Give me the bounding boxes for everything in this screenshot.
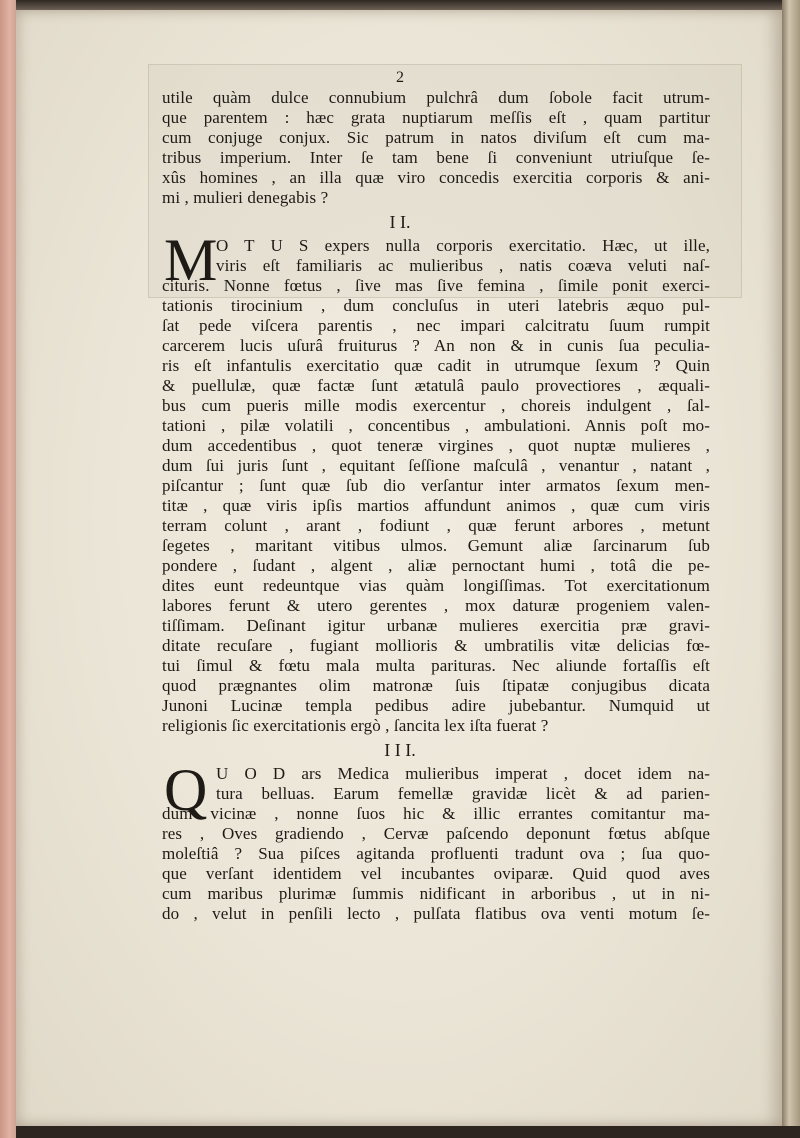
text-line: tationis tirocinium , dum concluſus in uteri latebris æquo pul- bbox=[162, 296, 710, 315]
text-line: res , Oves gradiendo , Cervæ paſcendo deponunt fœtus abſque bbox=[162, 824, 710, 843]
text-line: O T U S expers nulla corporis exercitatio. Hæc, ut ille, bbox=[216, 236, 710, 255]
text-line: mi , mulieri denegabis ? bbox=[162, 188, 329, 207]
text-line: tura belluas. Earum femellæ gravidæ licèt & ad parien- bbox=[216, 784, 710, 803]
text-line: tui ſimul & fœtu mala multa parituras. Nec aliunde fortaſſis eſt bbox=[162, 656, 710, 675]
text-line: & puellulæ, quæ factæ ſunt ætatulâ paulo provectiores , æquali- bbox=[162, 376, 710, 395]
text-line: moleſtiâ ? Sua piſces agitanda profluenti tradunt ova ; ſua quo- bbox=[162, 844, 710, 863]
section-numeral: I I I. bbox=[384, 740, 416, 760]
text-line: tiſſimam. Deſinant igitur urbanæ mulieres exercitia præ gravi- bbox=[162, 616, 710, 635]
text-line: bus cum pueris mille modis exercentur , choreis indulgent , ſal- bbox=[162, 396, 710, 415]
text-line: tationi , pilæ volatili , concentibus , ambulationi. Annis poſt mo- bbox=[162, 416, 710, 435]
text-line: quod prægnantes olim matronæ ſuis ſtipatæ conjugibus dicata bbox=[162, 676, 710, 695]
text-line: cum maribus plurimæ ſummis nidificant in arboribus , ut in ni- bbox=[162, 884, 710, 903]
text-line: que parentem : hæc grata nuptiarum meſſis eſt , quam partitur bbox=[162, 108, 710, 127]
text-line: carcerem lucis uſurâ fruiturus ? An non & in cunis ſua peculia- bbox=[162, 336, 710, 355]
text-line: titæ , quæ viris ipſis martios affundunt animos , quæ cum viris bbox=[162, 496, 710, 515]
text-line: ris eſt infantulis exercitatio quæ cadit in utrumque ſexum ? Quin bbox=[162, 356, 710, 375]
text-line: cituris. Nonne fœtus , ſive mas ſive femina , ſimile ponit exerci- bbox=[162, 276, 710, 295]
text-line: terram colunt , arant , fodiunt , quæ ferunt arbores , metunt bbox=[162, 516, 710, 535]
text-line: viris eſt familiaris ac mulieribus , natis coæva veluti naſ- bbox=[216, 256, 710, 275]
text-line: dum vicinæ , nonne ſuos hic & illic errantes comitantur ma- bbox=[162, 804, 710, 823]
text-line: cum conjuge conjux. Sic patrum in natos diviſum eſt cum ma- bbox=[162, 128, 710, 147]
text-line: tribus imperium. Inter ſe tam bene ſi conveniunt utriuſque ſe- bbox=[162, 148, 710, 167]
page-number: 2 bbox=[396, 69, 404, 86]
text-line: Junoni Lucinæ templa pedibus adire jubebantur. Numquid ut bbox=[162, 696, 710, 715]
text-line: ditate recuſare , fugiant mollioris & umbratilis vitæ delicias fœ- bbox=[162, 636, 710, 655]
text-line: religionis ſic exercitationis ergò , ſancita lex iſta fuerat ? bbox=[162, 716, 549, 735]
text-line: dites eunt redeuntque vias quàm longiſſimas. Tot exercitationum bbox=[162, 576, 710, 595]
drop-cap: Q bbox=[164, 757, 208, 823]
text-line: pondere , ſudant , algent , aliæ pernoctant humi , totâ die pe- bbox=[162, 556, 710, 575]
section-numeral: I I. bbox=[389, 212, 411, 232]
text-line: que verſant identidem vel incubantes oviparæ. Quid quod aves bbox=[162, 864, 710, 883]
text-line: piſcantur ; ſunt quæ ſub dio verſantur inter armatos ſexum men- bbox=[162, 476, 710, 495]
text-line: dum ſui juris ſunt , equitant ſeſſione maſculâ , venantur , natant , bbox=[162, 456, 710, 475]
text-line: do , velut in penſili lecto , pulſata flatibus ova venti motum ſe- bbox=[162, 904, 710, 923]
drop-cap: M bbox=[164, 227, 218, 293]
text-line: U O D ars Medica mulieribus imperat , docet idem na- bbox=[216, 764, 710, 783]
text-line: labores ferunt & utero gerentes , mox daturæ progeniem valen- bbox=[162, 596, 710, 615]
text-line: utile quàm dulce connubium pulchrâ dum ſobole facit utrum- bbox=[162, 88, 710, 107]
text-line: xûs homines , an illa quæ viro concedis exercitia corporis & ani- bbox=[162, 168, 710, 187]
text-line: ſegetes , maritant vitibus ulmos. Gemunt aliæ ſarcinarum ſub bbox=[162, 536, 710, 555]
text-line: dum accedentibus , quot teneræ virgines , quot nuptæ mulieres , bbox=[162, 436, 710, 455]
text-line: ſat pede viſcera parentis , nec impari calcitratu ſuum rumpit bbox=[162, 316, 710, 335]
